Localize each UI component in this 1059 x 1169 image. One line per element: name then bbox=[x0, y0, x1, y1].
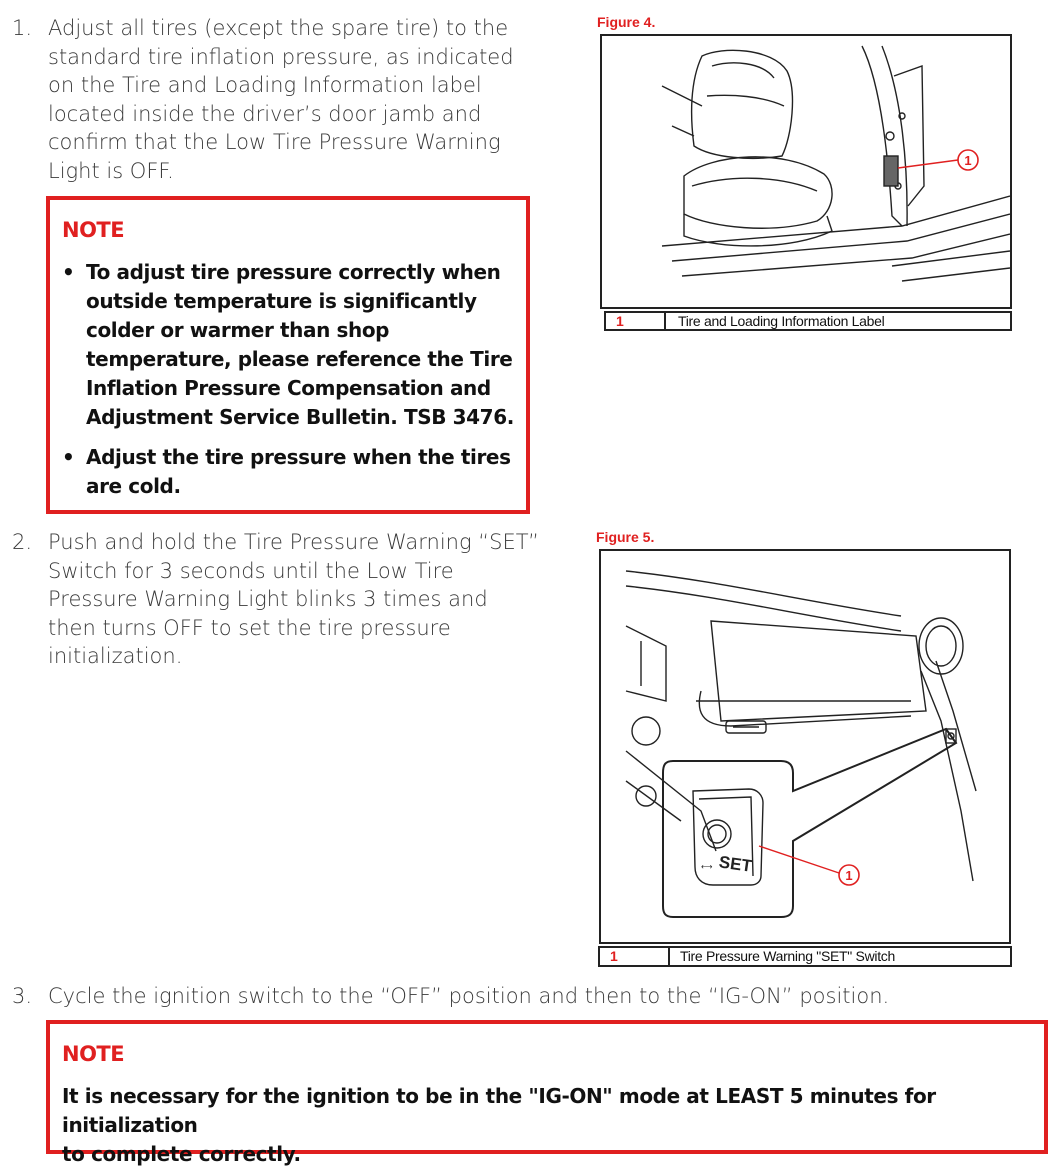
legend-text: Tire and Loading Information Label bbox=[678, 313, 885, 329]
step-number: 1. bbox=[12, 16, 33, 40]
step-2 bbox=[12, 528, 552, 673]
figure-5-frame bbox=[599, 549, 1011, 944]
bullet: • bbox=[62, 445, 75, 469]
note-line: are cold. bbox=[86, 474, 181, 498]
callout-number: 1 bbox=[964, 153, 972, 168]
step-line: located inside the driver’s door jamb and bbox=[48, 101, 482, 126]
step-line: initialization. bbox=[48, 644, 183, 668]
car-seat-door-jamb-illustration bbox=[602, 36, 1010, 307]
note-line: temperature, please reference the Tire bbox=[86, 347, 513, 371]
legend-text: Tire Pressure Warning "SET" Switch bbox=[680, 948, 895, 964]
step-line: Push and hold the Tire Pressure Warning “SET” bbox=[48, 530, 539, 554]
note-title: NOTE bbox=[62, 1042, 125, 1066]
note-box-1 bbox=[46, 196, 530, 514]
legend-number: 1 bbox=[606, 313, 666, 329]
step-text bbox=[48, 528, 539, 671]
note-line: It is necessary for the ignition to be in the "IG-ON" mode at LEAST 5 minutes for initialization bbox=[62, 1084, 936, 1137]
note-line: Adjustment Service Bulletin. TSB 3476. bbox=[86, 405, 514, 429]
step-line: confirm that the Low Tire Pressure Warning bbox=[48, 130, 501, 154]
step-line: then turns OFF to set the tire pressure bbox=[48, 615, 451, 640]
step-line: on the Tire and Loading Information label bbox=[48, 73, 482, 97]
step-line: Pressure Warning Light blinks 3 times and bbox=[48, 587, 488, 611]
step-number: 3. bbox=[12, 984, 33, 1008]
step-line: standard tire inflation pressure, as indicated bbox=[48, 44, 514, 69]
note-line: To adjust tire pressure correctly when bbox=[86, 260, 501, 284]
bullet: • bbox=[62, 260, 75, 284]
step-3 bbox=[12, 982, 1052, 1012]
svg-text:⟷: ⟷ bbox=[701, 862, 713, 871]
note-list bbox=[62, 258, 522, 512]
figure-5-label: Figure 5. bbox=[596, 529, 655, 545]
note-item bbox=[62, 258, 522, 432]
figure-4-label: Figure 4. bbox=[597, 14, 656, 30]
step-line: Switch for 3 seconds until the Low Tire bbox=[48, 558, 454, 583]
note-line: Inflation Pressure Compensation and bbox=[86, 376, 491, 400]
figure-4-frame bbox=[600, 34, 1012, 309]
step-text bbox=[48, 14, 514, 185]
step-line: Light is OFF. bbox=[48, 158, 174, 183]
note-line: Adjust the tire pressure when the tires bbox=[86, 445, 511, 469]
legend-number: 1 bbox=[600, 948, 670, 965]
figure-5-legend bbox=[598, 946, 1012, 967]
step-line: Adjust all tires (except the spare tire) to the bbox=[48, 16, 509, 40]
callout-number: 1 bbox=[845, 868, 853, 883]
note-item bbox=[62, 443, 522, 501]
step-1 bbox=[12, 14, 532, 189]
note-title: NOTE bbox=[62, 218, 125, 242]
step-line: Cycle the ignition switch to the “OFF” position and then to the “IG-ON” position. bbox=[48, 984, 890, 1008]
step-text bbox=[48, 982, 889, 1011]
note-box-2 bbox=[46, 1020, 1048, 1166]
note-line: colder or warmer than shop bbox=[86, 318, 390, 342]
step-number: 2. bbox=[12, 530, 33, 554]
note-line: outside temperature is significantly bbox=[86, 289, 477, 313]
note-text bbox=[62, 1082, 1037, 1169]
switch-label: SET bbox=[717, 852, 754, 876]
note-line: to complete correctly. bbox=[62, 1142, 301, 1166]
dashboard-set-switch-illustration bbox=[601, 551, 1009, 942]
figure-4-legend bbox=[604, 311, 1012, 331]
